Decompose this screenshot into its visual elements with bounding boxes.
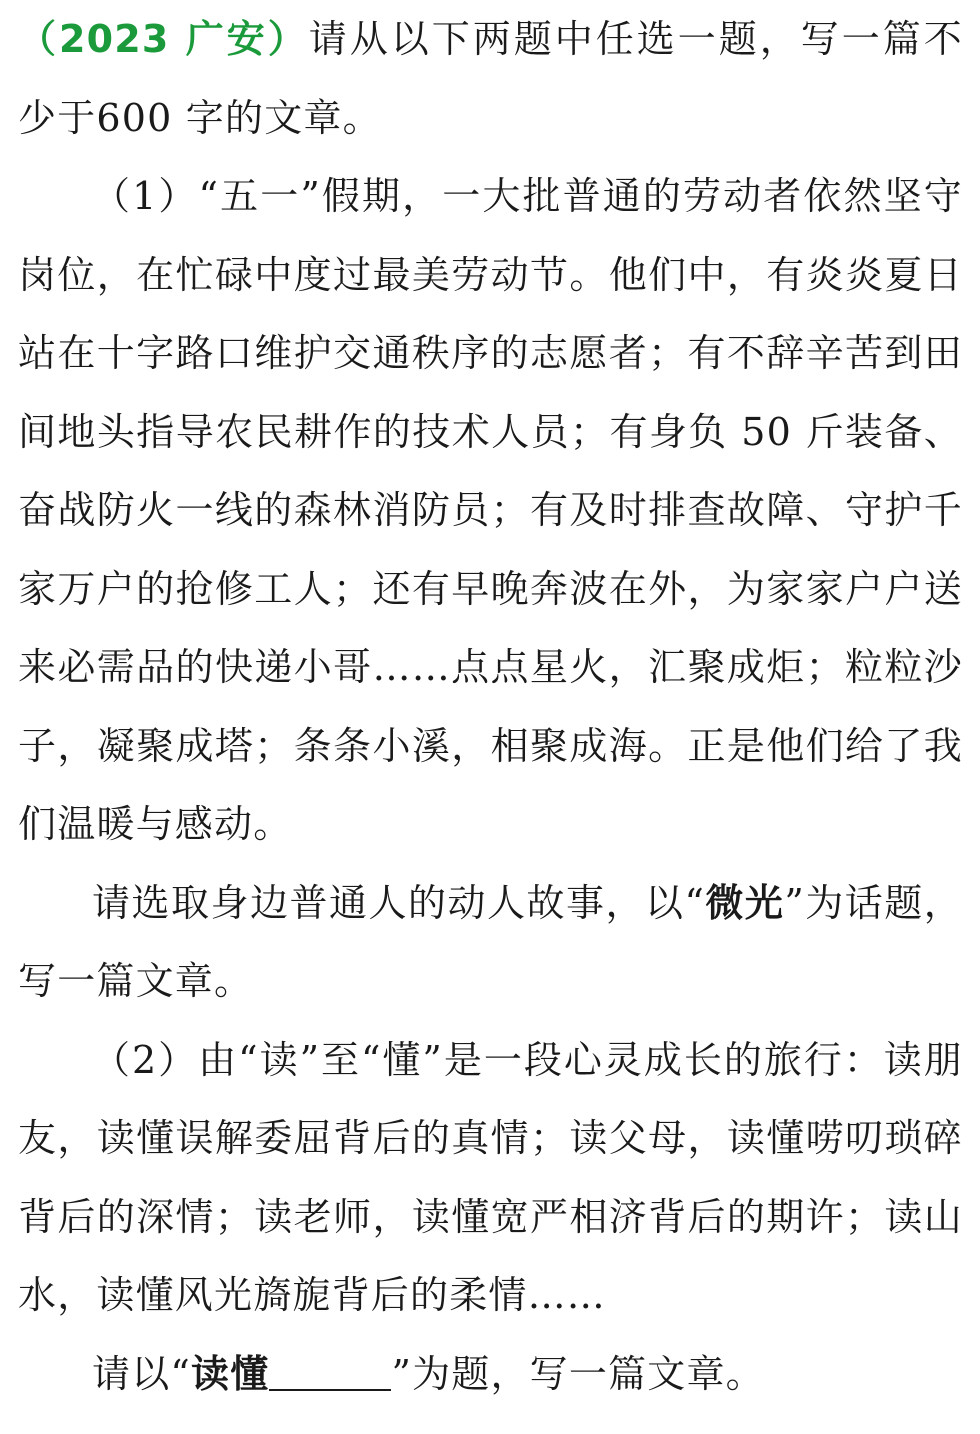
topic1-task-prefix: 请选取身边普通人的动人故事，以“ (92, 880, 706, 925)
intro-instruction: 请从以下两题中任选一题，写一篇不少于600 字的文章。 (18, 17, 963, 140)
topic1-task (18, 864, 963, 1021)
topic1-keyword: 微光 (705, 879, 785, 925)
topic2-keyword: 读懂 (191, 1350, 270, 1396)
topic2-task (18, 1335, 963, 1414)
topic1-task-suffix: ”为话题，写一篇文章。 (18, 880, 963, 1003)
title-blank-underline (269, 1355, 391, 1391)
topic2-material: （2）由“读”至“懂”是一段心灵成长的旅行：读朋友，读懂误解委屈背后的真情；读父母，读懂唠叨琐碎背后的深情；读老师，读懂宽严相济背后的期许；读山水，读懂风光旖旎背后的柔情…… (18, 1037, 963, 1317)
topic2-task-prefix: 请以“ (92, 1351, 192, 1396)
source-tag: （2023 广安） (18, 17, 309, 61)
essay-prompt-document (18, 0, 963, 1413)
topic2-task-suffix: ”为题，写一篇文章。 (391, 1351, 765, 1396)
intro-paragraph (18, 0, 963, 157)
topic1-material: （1）“五一”假期，一大批普通的劳动者依然坚守岗位，在忙碌中度过最美劳动节。他们中，有炎炎夏日站在十字路口维护交通秩序的志愿者；有不辞辛苦到田间地头指导农民耕作的技术人员；有身负 50 斤装备、奋战防火一线的森林消防员；有及时排查故障、守护千家万户的抢修工人；还有早晚奔波在外，为家家户户送来必需品的快递小哥……点点星火，汇聚成炬；粒粒沙子，凝聚成塔；条条小溪，相聚成海。正是他们给了我们温暖与感动。 (18, 174, 963, 846)
